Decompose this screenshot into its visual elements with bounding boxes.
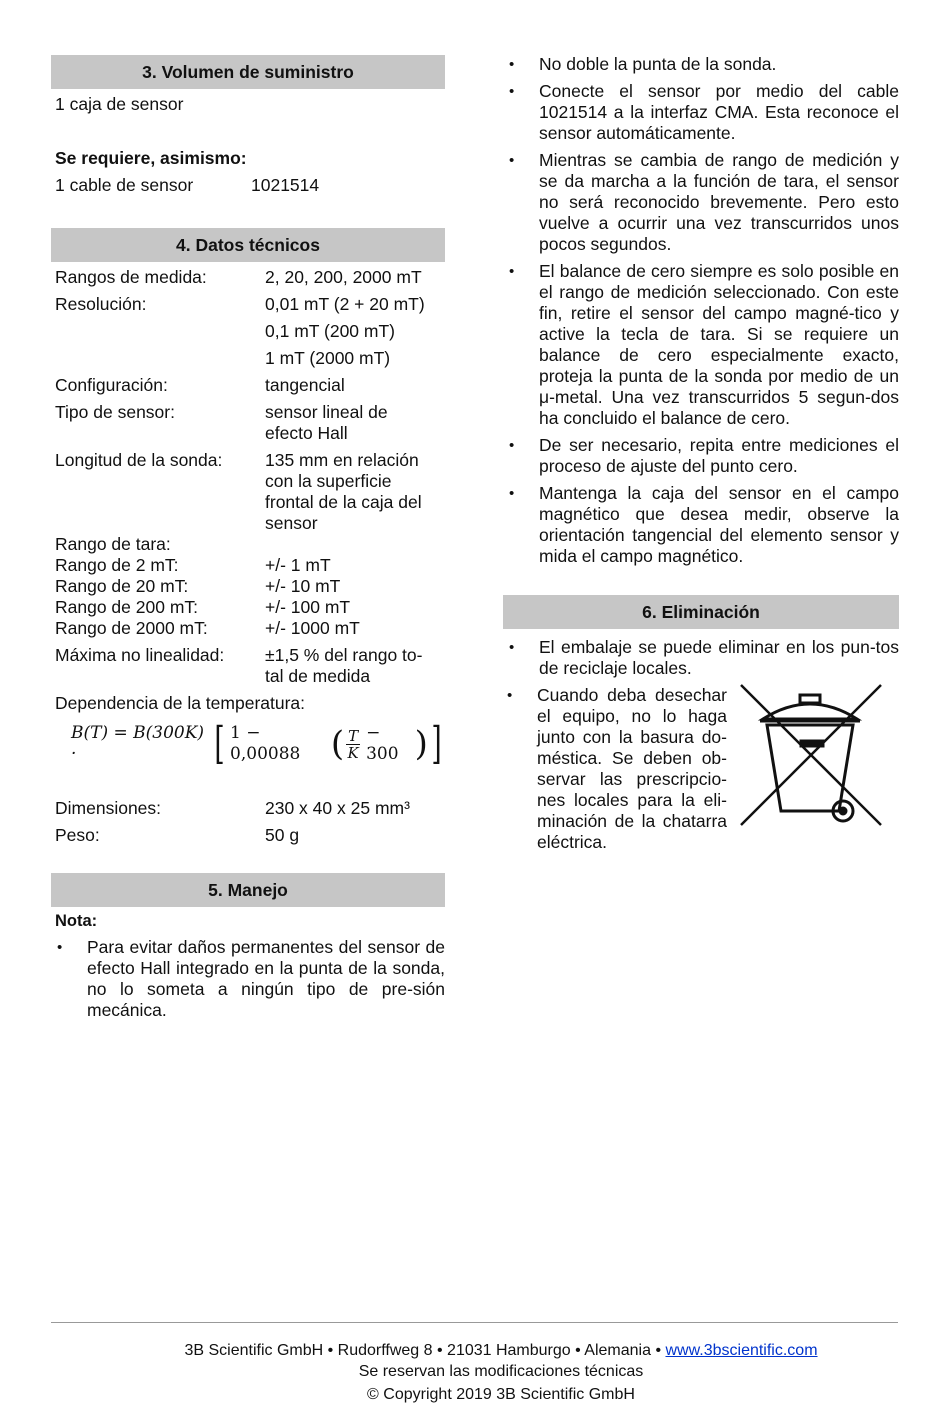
formula-lhs: B(T) = B(300K) · bbox=[71, 723, 205, 764]
spec-label bbox=[55, 321, 265, 342]
website-link[interactable]: www.3bscientific.com bbox=[665, 1342, 818, 1359]
tara-row bbox=[51, 576, 445, 597]
formula-tail: − 300 bbox=[366, 723, 399, 764]
spec-label: Máxima no linealidad: bbox=[55, 645, 225, 665]
formula-numerator: T bbox=[348, 726, 359, 745]
formula-fraction bbox=[346, 728, 360, 761]
section-5-heading: 5. Manejo bbox=[51, 873, 445, 907]
supply-item: 1 caja de sensor bbox=[55, 94, 184, 114]
spec-value: 0,1 mT (200 mT) bbox=[265, 321, 395, 341]
tara-row bbox=[51, 618, 445, 639]
temp-dependence-label: Dependencia de la temperatura: bbox=[55, 693, 306, 713]
spec-value: 0,01 mT (2 + 20 mT) bbox=[265, 294, 425, 314]
spec-row bbox=[51, 450, 445, 534]
crossed-bin-icon bbox=[735, 679, 885, 829]
spec-value: ±1,5 % del rango to-tal de medida bbox=[265, 645, 423, 686]
handling-list-right bbox=[503, 54, 899, 567]
footer-copyright: © Copyright 2019 3B Scientific GmbH bbox=[367, 1386, 635, 1403]
disposal-bin-row bbox=[503, 685, 899, 853]
spec-row bbox=[51, 348, 445, 369]
spec-row bbox=[51, 825, 445, 846]
note-label: Nota: bbox=[55, 912, 98, 930]
tara-range: Rango de 20 mT: bbox=[55, 576, 189, 596]
tara-value: +/- 1 mT bbox=[265, 555, 331, 575]
spec-row bbox=[51, 321, 445, 342]
tara-value: +/- 10 mT bbox=[265, 576, 341, 596]
list-item: • El balance de cero siempre es solo posible en el rango de medición seleccionado. Con este fin, retire el sensor del campo magné-tico y active la tecla de tara. Si se requiere un balance de cero especialmente exacto, proteja la punta de la sonda por medio de un μ-metal. Una vez transcurridos 5 segun-dos ha concluido el balance de cero. bbox=[503, 261, 899, 429]
spec-value: 135 mm en relación con la superficie frontal de la caja del sensor bbox=[265, 450, 422, 533]
spec-row bbox=[51, 402, 445, 444]
spec-value: 2, 20, 200, 2000 mT bbox=[265, 267, 422, 287]
spec-value: 50 g bbox=[265, 825, 300, 845]
list-item: • El embalaje se puede eliminar en los pun-tos de reciclaje locales. bbox=[503, 637, 899, 679]
spec-value: 1 mT (2000 mT) bbox=[265, 348, 391, 368]
formula-paren-open: ( bbox=[330, 724, 345, 764]
list-item: • Conecte el sensor por medio del cable 1021514 a la interfaz CMA. Esta reconoce el sensor automáticamente. bbox=[503, 81, 899, 144]
required-item bbox=[51, 175, 445, 196]
section-4-heading: 4. Datos técnicos bbox=[51, 228, 445, 262]
list-item: • Mantenga la caja del sensor en el campo magnético que desea medir, observe la orientación tangencial del elemento sensor y mida el campo magnético. bbox=[503, 483, 899, 567]
tara-label: Rango de tara: bbox=[55, 534, 171, 554]
tara-range: Rango de 200 mT: bbox=[55, 597, 199, 617]
list-item: • Mientras se cambia de rango de medición y se da marcha a la función de tara, el sensor no será reconocido brevemente. Pero esto vuelve a ocurrir una vez transcurridos unos pocos segundos. bbox=[503, 150, 899, 255]
tara-value: +/- 100 mT bbox=[265, 597, 351, 617]
list-item: • No doble la punta de la sonda. bbox=[503, 54, 899, 75]
spec-row bbox=[51, 267, 445, 288]
spec-label bbox=[55, 348, 265, 369]
spec-label: Dimensiones: bbox=[55, 798, 162, 818]
footer-note: Se reservan las modificaciones técnicas bbox=[358, 1363, 644, 1380]
tara-row bbox=[51, 597, 445, 618]
disposal-text: • Cuando deba desechar el equipo, no lo haga junto con la basura do-méstica. Se deben ob-servar las prescripcio-nes locales para la eli-minación de la chatarra eléctrica. bbox=[503, 685, 727, 853]
temperature-formula bbox=[51, 714, 445, 774]
spec-label: Peso: bbox=[55, 825, 100, 845]
section-3-heading: 3. Volumen de suministro bbox=[51, 55, 445, 89]
spec-label: Rangos de medida: bbox=[55, 267, 207, 287]
footer-address bbox=[51, 1340, 950, 1361]
spec-row bbox=[51, 645, 445, 687]
spec-row bbox=[51, 798, 445, 819]
footer-divider bbox=[51, 1322, 898, 1323]
required-item-code: 1021514 bbox=[251, 175, 320, 195]
required-heading: Se requiere, asimismo: bbox=[55, 148, 247, 168]
tara-row bbox=[51, 555, 445, 576]
tara-value: +/- 1000 mT bbox=[265, 618, 360, 638]
right-column bbox=[503, 54, 899, 853]
formula-paren-close: ) bbox=[414, 724, 428, 764]
spec-label: Tipo de sensor: bbox=[55, 402, 175, 422]
spec-row bbox=[51, 375, 445, 396]
required-item-label: 1 cable de sensor bbox=[55, 175, 194, 195]
spec-value: sensor lineal de efecto Hall bbox=[265, 402, 388, 443]
footer-address-text: 3B Scientific GmbH • Rudorffweg 8 • 21031 Hamburgo • Alemania • bbox=[184, 1342, 666, 1359]
list-item: • De ser necesario, repita entre mediciones el proceso de ajuste del punto cero. bbox=[503, 435, 899, 477]
tara-range: Rango de 2 mT: bbox=[55, 555, 179, 575]
formula-bracket-open: [ bbox=[214, 718, 225, 769]
formula-denominator: K bbox=[347, 743, 359, 762]
spec-label: Resolución: bbox=[55, 294, 147, 314]
spec-value: tangencial bbox=[265, 375, 345, 395]
spec-label: Longitud de la sonda: bbox=[55, 450, 223, 470]
section-6-heading: 6. Eliminación bbox=[503, 595, 899, 629]
spec-row bbox=[51, 294, 445, 315]
formula-constant: 1 − 0,00088 bbox=[230, 723, 301, 764]
list-item: • Para evitar daños permanentes del sensor de efecto Hall integrado en la punta de la sonda, no lo someta a ningún tipo de pre-sión mecánica. bbox=[51, 937, 445, 1021]
handling-list-left bbox=[51, 937, 445, 1021]
formula-bracket-close: ] bbox=[431, 718, 442, 769]
left-column bbox=[51, 55, 445, 1021]
tara-range: Rango de 2000 mT: bbox=[55, 618, 208, 638]
tech-data-table bbox=[51, 267, 445, 846]
disposal-list bbox=[503, 637, 899, 679]
spec-label: Configuración: bbox=[55, 375, 168, 395]
spec-value: 230 x 40 x 25 mm³ bbox=[265, 798, 410, 818]
